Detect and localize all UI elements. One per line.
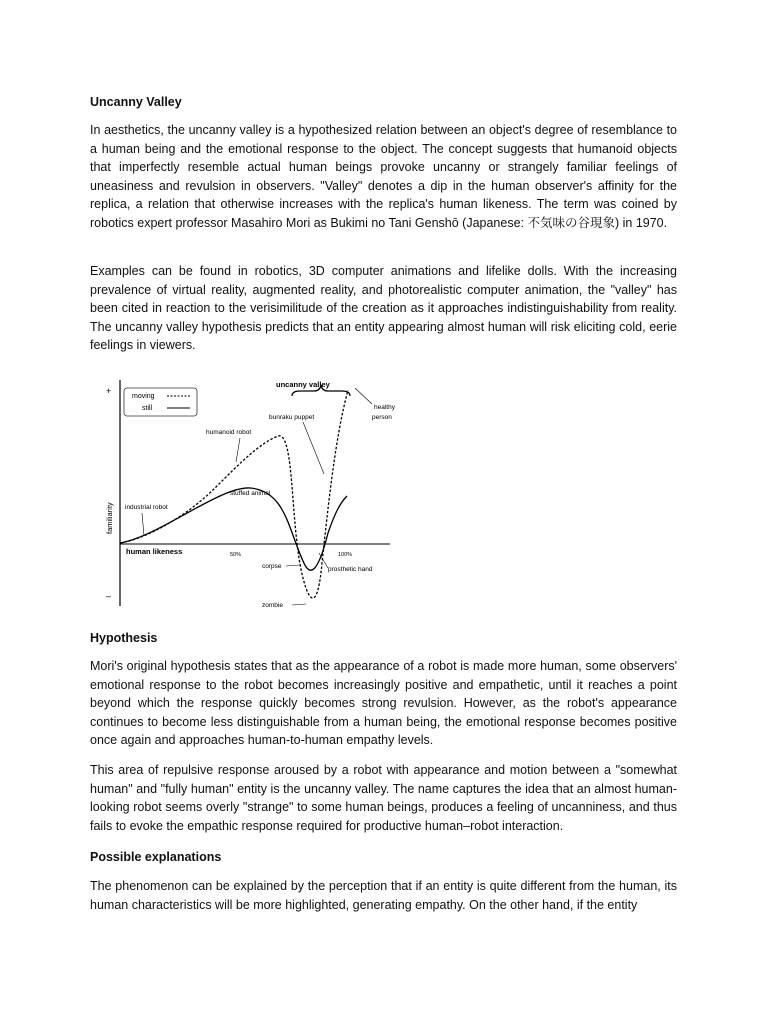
legend-still-label: still bbox=[142, 405, 153, 412]
explanations-paragraph: The phenomenon can be explained by the perception that if an entity is quite different from the human, its human characteristics will be more highlighted, generating empathy. On the other hand, if the entity bbox=[90, 879, 677, 912]
explanations-heading: Possible explanations bbox=[90, 850, 222, 864]
zombie-label: zombie bbox=[262, 602, 283, 608]
tick-50: 50% bbox=[230, 552, 242, 558]
y-plus-label: + bbox=[106, 386, 112, 396]
hypothesis-paragraph-1: Mori's original hypothesis states that as the appearance of a robot is made more human, some observers' emotional response to the robot becomes increasingly positive and empathetic, until it reaches a point beyond which the response quickly becomes strong revulsion. However, as the robot's appearance continues to become less distinguishable from a human being, the emotional response becomes positive once again and approaches human-to-human empathy levels. bbox=[90, 659, 677, 747]
zombie-leader bbox=[292, 604, 306, 605]
healthy-label-2: person bbox=[372, 414, 392, 421]
bunraku-leader bbox=[303, 422, 324, 474]
y-axis-label: familiarity bbox=[105, 502, 114, 534]
uncanny-valley-label: uncanny valley bbox=[276, 380, 330, 389]
uncanny-valley-diagram bbox=[100, 378, 400, 608]
industrial-robot-label: industrial robot bbox=[125, 504, 168, 511]
prosthetic-leader bbox=[319, 553, 328, 568]
intro-paragraph-2: Examples can be found in robotics, 3D computer animations and lifelike dolls. With the increasing prevalence of virtual reality, augmented reality, and photorealistic computer animation, the "valley" has been cited in reaction to the verisimilitude of the creation as it approaches indistinguishability from reality. The uncanny valley hypothesis predicts that an entity appearing almost human will risk eliciting cold, eerie feelings in viewers. bbox=[90, 264, 677, 352]
bunraku-puppet-label: bunraku puppet bbox=[269, 414, 315, 421]
industrial-leader bbox=[142, 513, 144, 536]
corpse-label: corpse bbox=[262, 563, 282, 570]
hypothesis-paragraph-2: This area of repulsive response aroused by a robot with appearance and motion between a "somewhat human" and "fully human" entity is the uncanny valley. The name captures the idea that an almost human-looking robot seems overly "strange" to some human beings, produces a feeling of uncanniness, and thus fails to evoke the empathic response required for productive human–robot interaction. bbox=[90, 763, 677, 833]
humanoid-leader bbox=[236, 438, 240, 462]
y-minus-label: – bbox=[106, 591, 112, 601]
intro-paragraph-1: In aesthetics, the uncanny valley is a hypothesized relation between an object's degree of resemblance to a human being and the emotional response to the object. The concept suggests that humanoid objects that imperfectly resemble actual human beings provoke uncanny or strangely familiar feelings of uneasiness and revulsion in observers. "Valley" denotes a dip in the human observer's affinity for the replica, a relation that otherwise increases with the replica's human likeness. The term was coined by robotics expert professor Masahiro Mori as Bukimi no Tani Genshō (Japanese: 不気味の谷現象) in 1970. bbox=[90, 123, 677, 230]
healthy-leader bbox=[355, 388, 372, 404]
x-axis-label: human likeness bbox=[126, 547, 183, 556]
hypothesis-heading: Hypothesis bbox=[90, 631, 158, 645]
humanoid-robot-label: humanoid robot bbox=[206, 429, 252, 436]
page-title: Uncanny Valley bbox=[90, 95, 182, 109]
legend-moving-label: moving bbox=[132, 393, 155, 400]
stuffed-animal-label: stuffed animal bbox=[230, 490, 271, 497]
corpse-leader bbox=[286, 565, 300, 566]
prosthetic-hand-label: prosthetic hand bbox=[328, 566, 373, 573]
uncanny-valley-figure bbox=[100, 378, 400, 608]
tick-100: 100% bbox=[338, 552, 353, 558]
healthy-label-1: healthy bbox=[374, 404, 395, 411]
